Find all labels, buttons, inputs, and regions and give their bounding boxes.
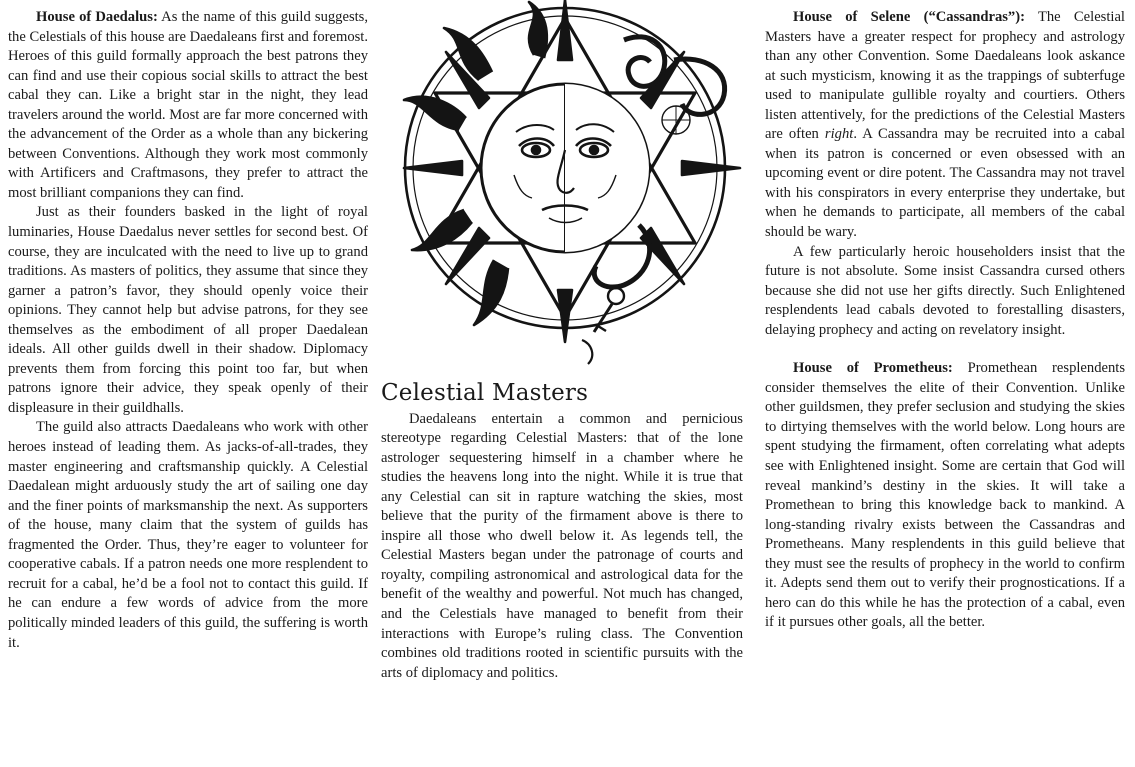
paragraph-daedalus-traditions: Just as their founders basked in the light of royal luminaries, House Daedalus never settles for second best. Of course, they are inculcated with the need to live up to grand traditions. As masters of politics, they assume that since they garner a patron’s favor, they should openly voice their opinions. They cannot help but advise patrons, for they see themselves as the embodiment of all proper Daedalean ideals. All other guilds dwell in their shadow. Diplomacy prevents them from forcing this point too far, but when patrons ignore their advice, they speak openly of their displeasure in their guildhalls. xyxy=(8,204,368,416)
left-pupil xyxy=(532,146,540,154)
rope-loop-right xyxy=(674,59,725,114)
column-left xyxy=(8,8,368,653)
house-of-selene-text-a: The Celestial Masters have a greater respect for prophecy and astrology than any other Convention. Some Daedaleans look askance at such mysticism, knowing it as the trappings of subterfuge used to manipulate gullible royalty and courtiers. Others listen attentively, for the predictions of the Celestial Masters are often xyxy=(765,9,1125,143)
paragraph-daedalus-supporters: The guild also attracts Daedaleans who work with other heroes instead of leading them. As jacks-of-all-trades, they master engineering and craftsmanship quickly. A Celestial Daedalean might arduously study the art of sailing one day and the finer points of marksmanship the next. As supporters of the house, many claim that the system of guilds has fragmented the Order. Thus, they’re eager to volunteer for cooperative cabals. If a patron needs one more resplendent to recruit for a cabal, he’d be a fool not to contact this guild. If he can endure a few words of advice from the more politically minded leaders of this guild, the suffering is worth it. xyxy=(8,419,368,651)
paragraph-house-of-daedalus xyxy=(8,8,368,203)
rope-loop-upper xyxy=(624,37,665,86)
key-bow xyxy=(608,288,624,304)
key-tooth xyxy=(598,326,606,331)
crescent-bottom xyxy=(582,340,592,364)
column-middle xyxy=(381,380,743,683)
emblem-illustration xyxy=(384,0,759,372)
paragraph-house-of-selene xyxy=(765,8,1125,243)
house-of-daedalus-heading: House of Daedalus: xyxy=(36,9,158,25)
house-of-selene-emphasis: right xyxy=(824,126,854,143)
ray-south xyxy=(558,290,572,342)
house-of-selene-heading: House of Selene (“Cassandras”): xyxy=(793,9,1025,25)
house-of-selene-text-b: . A Cassandra may be recruited into a cabal when its patron is concerned or even obsessed with an upcoming event or dire potent. The Cassandra may not travel with his conspirators in every enterprise they undertake, but when he demands to participate, all members of the cabal should be wary. xyxy=(765,126,1125,241)
section-heading-celestial-masters: Celestial Masters xyxy=(381,380,589,406)
right-pupil xyxy=(590,146,598,154)
paragraph-celestial-masters: Daedaleans entertain a common and pernicious stereotype regarding Celestial Masters: that of the lone astrologer sequestering himself in a chamber where he studies the heavens long into the night. While it is true that any Celestial can sit in rapture watching the skies, most believe that the purity of the firmament above is there to inspire all those who dwell below it. As legends tell, the Celestial Masters began under the patronage of courts and royalty, compiling astronomical and astrological data for the benefit of the wealthy and powerful. Not much has changed, and the Celestials have managed to benefit from their interactions with Europe’s ruling class. The Convention combines old traditions rooted in scientific pursuits with the arts of diplomacy and politics. xyxy=(381,410,743,681)
moon-half xyxy=(565,84,649,252)
sun-moon-star-emblem-icon xyxy=(384,0,759,372)
paragraph-selene-heroic-householders: A few particularly heroic householders insist that the future is not absolute. Some insist Cassandra cursed others because she did not use her gifts directly. Such Enlightened resplendents lead cabals devoted to forestalling disasters, delaying prophecy and acting on revelatory insight. xyxy=(765,243,1125,338)
ray-east xyxy=(682,161,740,175)
house-of-daedalus-text: As the name of this guild suggests, the Celestials of this house are Daedaleans first and foremost. Heroes of this guild formally approach the best patrons they can find and use their copious social skills to attract the best cabal they can. Like a bright star in the night, they lead travelers around the world. Most are far more concerned with the advancement of the Order as a whole than any bickering between Conventions. Although they work most commonly with Artificers and Craftmasons, they prefer to attract the most brilliant companions they can find. xyxy=(8,9,369,201)
house-of-prometheus-text: Promethean resplendents consider themselves the elite of their Convention. Unlike other guildsmen, they prefer seclusion and studying the skies to dirtying themselves with the world below. Long hours are spent studying the firmament, often correlating what adepts see with Enlightened insight. Some are certain that God will reveal mankind’s destiny in the skies. It will take a Promethean to bring this knowledge back to mankind. A long-standing rivalry exists between the Cassandras and Prometheans. Many resplendents in this guild believe that they must see the results of prophecy in the world to confirm it. Adepts send them out to verify their prognostications. If a hero can do this while he has the protection of a cabal, even if it pursues other goals, all the better. xyxy=(765,360,1126,631)
house-of-prometheus-heading: House of Prometheus: xyxy=(793,360,953,377)
paragraph-house-of-prometheus xyxy=(765,359,1125,633)
column-right xyxy=(765,8,1125,633)
